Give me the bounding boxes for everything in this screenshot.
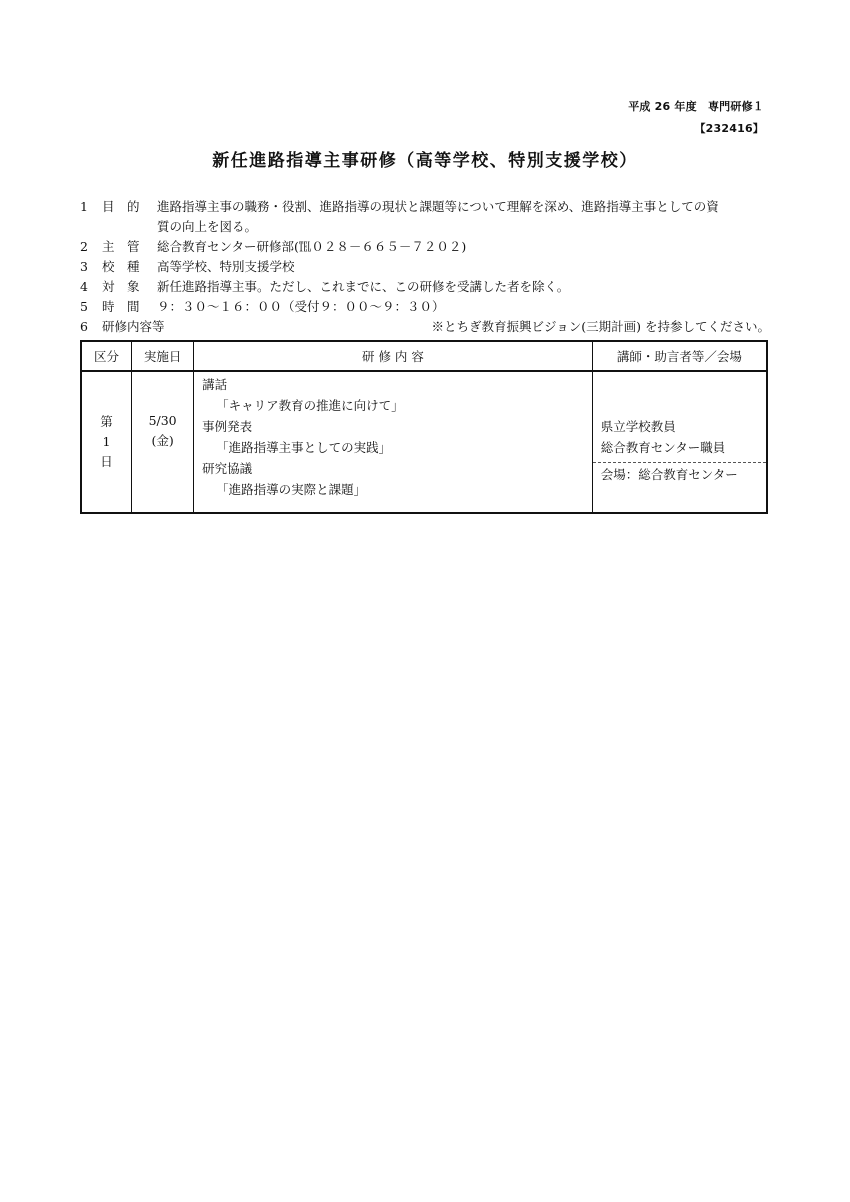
list-item-content: 6 研修内容等 ※とちぎ教育振興ビジョン(三期計画) を持参してください。 [80, 317, 770, 337]
lecturer-name: 総合教育センター職員 [600, 440, 726, 455]
list-item-purpose: 1 目 的 進路指導主事の職務・役割、進路指導の現状と課題等について理解を深め、進路指導主事としての資 質の向上を図る。 [80, 199, 719, 234]
schedule-table [80, 340, 768, 514]
purpose-text: 進路指導主事の職務・役割、進路指導の現状と課題等について理解を深め、進路指導主事としての資 [157, 199, 719, 214]
organizer-text: 総合教育センター研修部(℡０２８－６６５－７２０２) [157, 239, 467, 254]
bring-note: ※とちぎ教育振興ビジョン(三期計画) を持参してください。 [431, 319, 770, 334]
table-header-row [81, 341, 767, 371]
lecturer-name: 県立学校教員 [600, 419, 676, 434]
venue-label: 会場：総合教育センター [593, 462, 766, 484]
course-info-list [80, 197, 770, 337]
time-text: ９：３０～１６：００（受付９：００～９：３０） [157, 299, 445, 314]
header-lecturer: 講師・助言者等／会場 [592, 341, 767, 371]
session-head: 研究協議 [202, 461, 253, 476]
list-item-time: 5 時 間 ９：３０～１６：００（受付９：００～９：３０） [80, 297, 770, 317]
table-row [81, 371, 767, 513]
purpose-text-cont: 質の向上を図る。 [157, 219, 258, 234]
header-kubun: 区分 [81, 341, 132, 371]
header-content: 研 修 内 容 [194, 341, 593, 371]
date-cell: 5/30 (金) [132, 371, 194, 513]
session-topic: 「キャリア教育の推進に向けて」 [216, 398, 404, 413]
school-type-text: 高等学校、特別支援学校 [157, 259, 295, 274]
target-text: 新任進路指導主事。ただし、これまでに、この研修を受講した者を除く。 [157, 279, 570, 294]
session-topic: 「進路指導の実際と課題」 [216, 482, 367, 497]
course-code: 【232416】 [694, 122, 764, 135]
session-head: 事例発表 [202, 419, 253, 434]
page-title: 新任進路指導主事研修（高等学校、特別支援学校） [212, 151, 638, 171]
lecturer-cell [592, 371, 767, 513]
content-cell [194, 371, 593, 513]
session-head: 講話 [202, 377, 228, 392]
list-item-organizer: 2 主 管 総合教育センター研修部(℡０２８－６６５－７２０２) [80, 237, 770, 257]
list-item-school-type: 3 校 種 高等学校、特別支援学校 [80, 257, 770, 277]
list-item-target: 4 対 象 新任進路指導主事。ただし、これまでに、この研修を受講した者を除く。 [80, 277, 770, 297]
day-cell: 第 1 日 [81, 371, 132, 513]
header-date: 実施日 [132, 341, 194, 371]
year-course-label: 平成 26 年度 専門研修１ [628, 100, 764, 113]
session-topic: 「進路指導主事としての実践」 [216, 440, 392, 455]
